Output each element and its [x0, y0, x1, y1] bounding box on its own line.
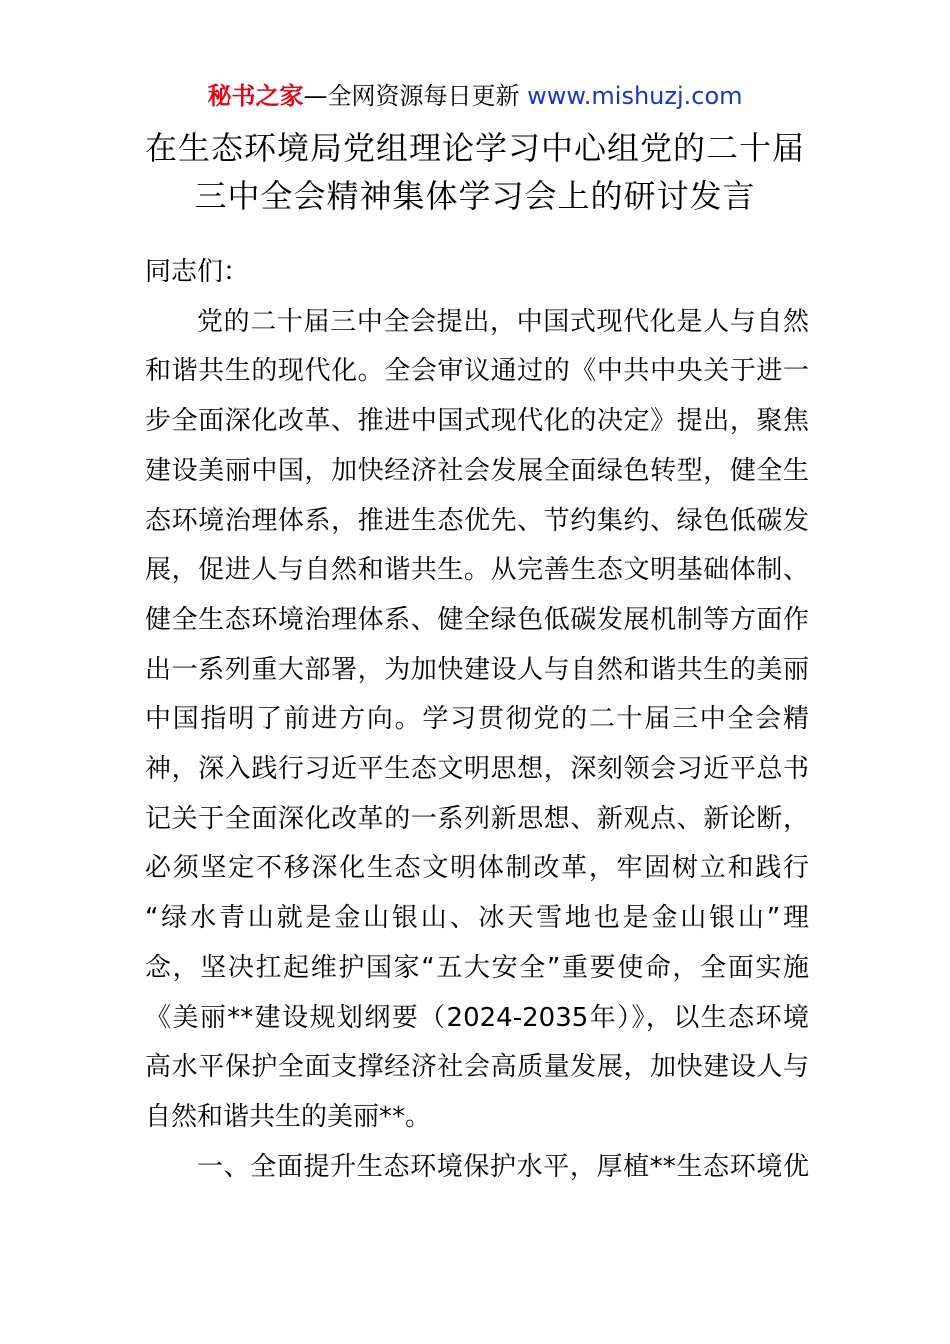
- paragraph-line: 《美丽**建设规划纲要（2024-2035年）》，以生态环境: [145, 1002, 809, 1033]
- paragraph-line: 建设美丽中国，加快经济社会发展全面绿色转型，健全生: [145, 455, 809, 486]
- paragraph-line: 展，促进人与自然和谐共生。从完善生态文明基础体制、: [145, 555, 809, 586]
- brand-name: 秘书之家: [207, 82, 304, 110]
- paragraph-line: 和谐共生的现代化。全会审议通过的《中共中央关于进一: [145, 356, 809, 387]
- paragraph-line: “绿水青山就是金山银山、冰天雪地也是金山银山”理: [145, 903, 809, 934]
- paragraph-line: 态环境治理体系，推进生态优先、节约集约、绿色低碳发: [145, 505, 809, 536]
- paragraph-line: 记关于全面深化改革的一系列新思想、新观点、新论断，: [145, 803, 809, 834]
- document-title: [0, 124, 950, 220]
- paragraph-line: 必须坚定不移深化生态文明体制改革，牢固树立和践行: [145, 853, 809, 884]
- paragraph-1: [145, 298, 809, 1143]
- site-url[interactable]: www.mishuzj.com: [527, 82, 743, 110]
- paragraph-line: 出一系列重大部署，为加快建设人与自然和谐共生的美丽: [145, 654, 809, 685]
- paragraph-line: 念，坚决扛起维护国家“五大安全”重要使命，全面实施: [145, 952, 809, 983]
- paragraph-line: 步全面深化改革、推进中国式现代化的决定》提出，聚焦: [145, 406, 809, 437]
- paragraph-line: 神，深入践行习近平生态文明思想，深刻领会习近平总书: [145, 754, 809, 785]
- site-header: [0, 80, 950, 112]
- paragraph-line: 党的二十届三中全会提出，中国式现代化是人与自然: [197, 306, 809, 337]
- title-line-2: 三中全会精神集体学习会上的研讨发言: [194, 177, 756, 215]
- document-body: [145, 248, 809, 1192]
- paragraph-line: 健全生态环境治理体系、健全绿色低碳发展机制等方面作: [145, 604, 809, 635]
- section-heading-1: 一、全面提升生态环境保护水平，厚植**生态环境优: [197, 1151, 809, 1182]
- header-tagline: —全网资源每日更新: [303, 82, 520, 110]
- title-line-1: 在生态环境局党组理论学习中心组党的二十届: [144, 129, 805, 167]
- salutation: 同志们：: [145, 257, 250, 287]
- paragraph-line: 中国指明了前进方向。学习贯彻党的二十届三中全会精: [145, 704, 809, 735]
- paragraph-line: 高水平保护全面支撑经济社会高质量发展，加快建设人与: [145, 1052, 809, 1083]
- paragraph-line: 自然和谐共生的美丽**。: [145, 1101, 432, 1132]
